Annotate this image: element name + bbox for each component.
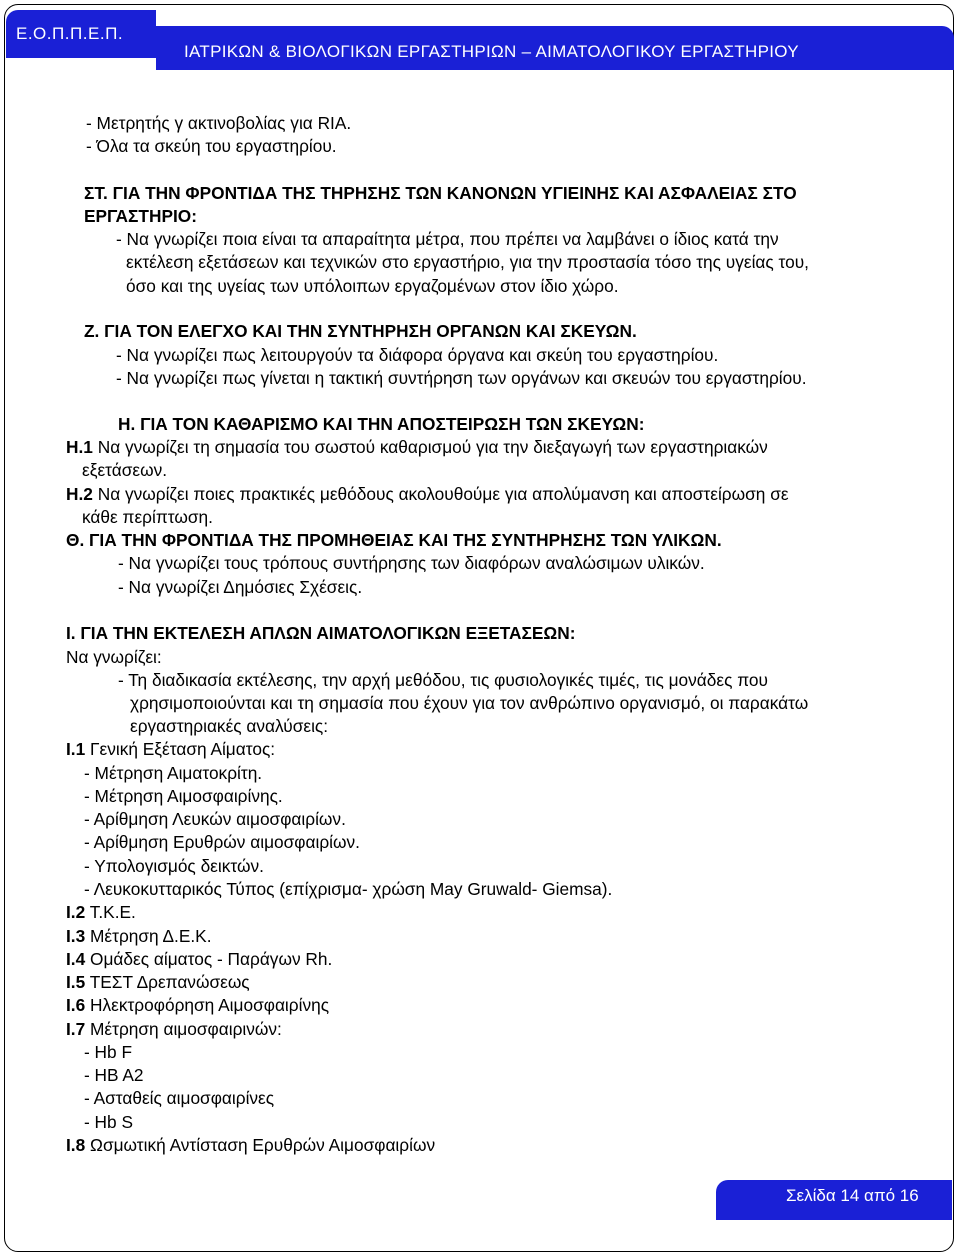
text-line: - Τη διαδικασία εκτέλεσης, την αρχή μεθόδου, τις φυσιολογικές τιμές, τις μονάδες που (118, 670, 768, 690)
text-line: - Να γνωρίζει πως λειτουργούν τα διάφορα όργανα και σκεύη του εργαστηρίου. (116, 345, 719, 365)
list-item: - Ασταθείς αιμοσφαιρίνες (84, 1088, 275, 1108)
section-heading-st: ΕΡΓΑΣΤΗΡΙΟ: (84, 206, 197, 226)
text-line: Η.1 Να γνωρίζει τη σημασία του σωστού καθαρισμού για την διεξαγωγή των εργαστηριακών (66, 437, 768, 457)
text-line: Ι.8 Ωσμωτική Αντίσταση Ερυθρών Αιμοσφαιρίων (66, 1135, 436, 1155)
section-heading-th: Θ. ΓΙΑ ΤΗΝ ΦΡΟΝΤΙΔΑ ΤΗΣ ΠΡΟΜΗΘΕΙΑΣ ΚΑΙ ΤΗΣ ΣΥΝΤΗΡΗΣΗΣ ΤΩΝ ΥΛΙΚΩΝ. (66, 530, 722, 550)
text-line: - Να γνωρίζει τους τρόπους συντήρησης των διαφόρων αναλώσιμων υλικών. (118, 553, 705, 573)
text-line: Ι.4 Ομάδες αίματος - Παράγων Rh. (66, 949, 333, 969)
list-item: - Αρίθμηση Λευκών αιμοσφαιρίων. (84, 809, 346, 829)
list-item: - HB A2 (84, 1065, 144, 1085)
list-item: - Hb F (84, 1042, 133, 1062)
section-heading-h: Η. ΓΙΑ ΤΟΝ ΚΑΘΑΡΙΣΜΟ ΚΑΙ ΤΗΝ ΑΠΟΣΤΕΙΡΩΣΗ ΤΩΝ ΣΚΕΥΩΝ: (118, 414, 645, 434)
section-heading-i: Ι. ΓΙΑ ΤΗΝ ΕΚΤΕΛΕΣΗ ΑΠΛΩΝ ΑΙΜΑΤΟΛΟΓΙΚΩΝ ΕΞΕΤΑΣΕΩΝ: (66, 623, 576, 643)
list-item: - Αρίθμηση Ερυθρών αιμοσφαιρίων. (84, 832, 360, 852)
list-item: - Υπολογισμός δεικτών. (84, 856, 264, 876)
text-line: - Να γνωρίζει πως γίνεται η τακτική συντήρηση των οργάνων και σκευών του εργαστηρίου. (116, 368, 807, 388)
text-line: Να γνωρίζει: (66, 647, 162, 667)
text-line: εξετάσεων. (82, 460, 168, 480)
list-item: - Λευκοκυτταρικός Τύπος (επίχρισμα- χρώση May Gruwald- Giemsa). (84, 879, 613, 899)
text-line: Ι.3 Μέτρηση Δ.Ε.Κ. (66, 926, 212, 946)
text-line: κάθε περίπτωση. (82, 507, 213, 527)
text-line: Η.2 Να γνωρίζει ποιες πρακτικές μεθόδους ακολουθούμε για απολύμανση και αποστείρωση σε (66, 484, 789, 504)
text-line: Ι.1 Γενική Εξέταση Αίματος: (66, 739, 276, 759)
list-item: - Μέτρηση Αιματοκρίτη. (84, 763, 263, 783)
text-line: Ι.7 Μέτρηση αιμοσφαιρινών: (66, 1019, 282, 1039)
section-heading-st: ΣΤ. ΓΙΑ ΤΗΝ ΦΡΟΝΤΙΔΑ ΤΗΣ ΤΗΡΗΣΗΣ ΤΩΝ ΚΑΝΟΝΩΝ ΥΓΙΕΙΝΗΣ ΚΑΙ ΑΣΦΑΛΕΙΑΣ ΣΤΟ (84, 183, 797, 203)
header-title: ΙΑΤΡΙΚΩΝ & ΒΙΟΛΟΓΙΚΩΝ ΕΡΓΑΣΤΗΡΙΩΝ – ΑΙΜΑΤΟΛΟΓΙΚΟΥ ΕΡΓΑΣΤΗΡΙΟΥ (184, 42, 799, 61)
list-item: - Μέτρηση Αιμοσφαιρίνης. (84, 786, 283, 806)
text-line: - Να γνωρίζει Δημόσιες Σχέσεις. (118, 577, 363, 597)
header-org-label: Ε.Ο.Π.Π.Ε.Π. (16, 24, 124, 43)
text-line: χρησιμοποιούνται και τη σημασία που έχουν για τον ανθρώπινο οργανισμό, οι παρακάτω (130, 693, 809, 713)
section-heading-z: Ζ. ΓΙΑ ΤΟΝ ΕΛΕΓΧΟ ΚΑΙ ΤΗΝ ΣΥΝΤΗΡΗΣΗ ΟΡΓΑΝΩΝ ΚΑΙ ΣΚΕΥΩΝ. (84, 321, 637, 341)
text-line: εργαστηριακές αναλύσεις: (130, 716, 329, 736)
text-line: Ι.2 Τ.Κ.Ε. (66, 902, 136, 922)
page-number: Σελίδα 14 από 16 (786, 1186, 919, 1205)
text-line: Ι.5 ΤΕΣΤ Δρεπανώσεως (66, 972, 250, 992)
text-line: εκτέλεση εξετάσεων και τεχνικών στο εργαστήριο, για την προστασία τόσο της υγείας του, (126, 252, 809, 272)
text-line: - Να γνωρίζει ποια είναι τα απαραίτητα μέτρα, που πρέπει να λαμβάνει ο ίδιος κατά την (116, 229, 779, 249)
text-line: - Όλα τα σκεύη του εργαστηρίου. (86, 136, 337, 156)
text-line: - Μετρητής γ ακτινοβολίας για RIA. (86, 113, 352, 133)
text-line: όσο και της υγείας των υπόλοιπων εργαζομένων στον ίδιο χώρο. (126, 276, 619, 296)
text-line: Ι.6 Ηλεκτροφόρηση Αιμοσφαιρίνης (66, 995, 330, 1015)
list-item: - Hb S (84, 1112, 133, 1132)
